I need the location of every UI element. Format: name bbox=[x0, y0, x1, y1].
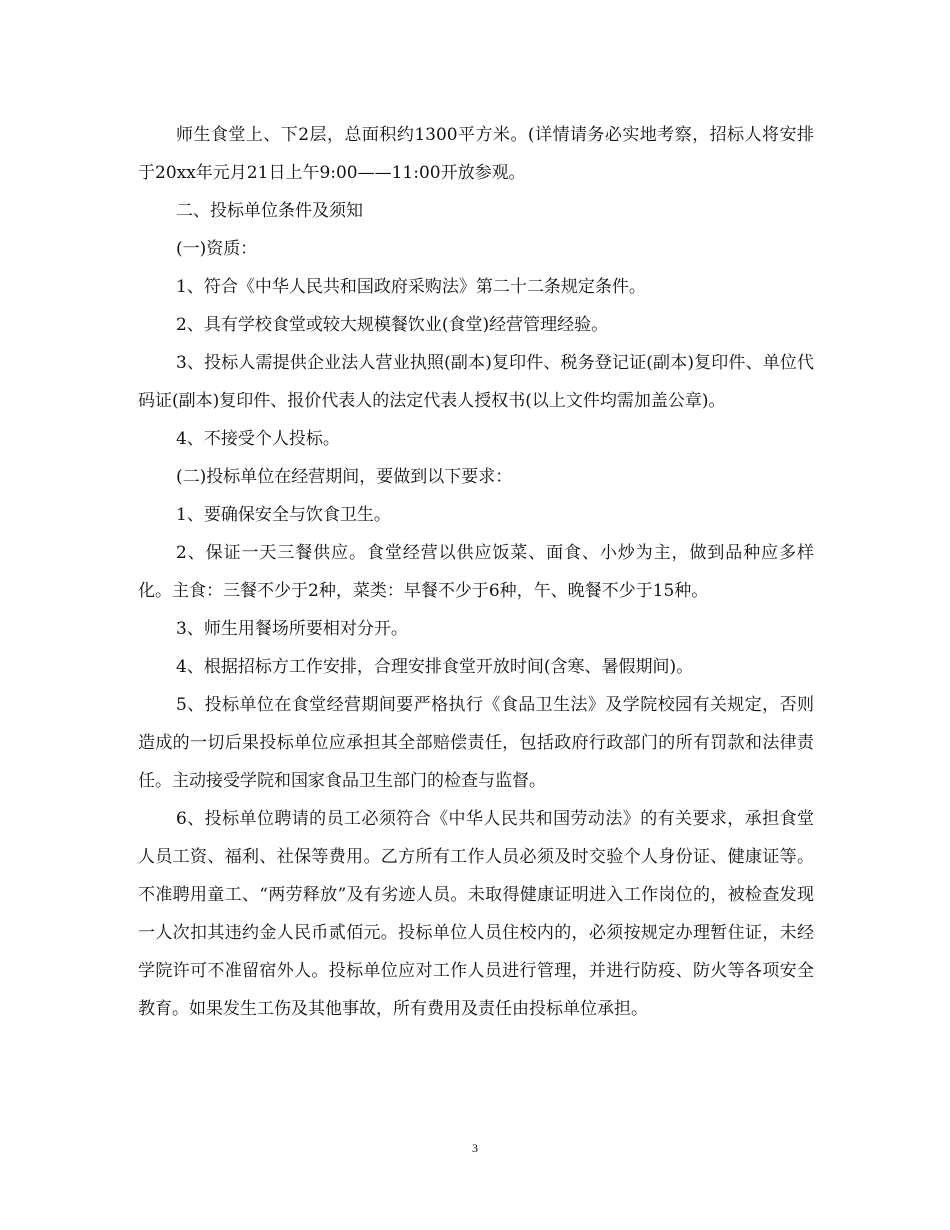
qualification-item-1: 1、符合《中华人民共和国政府采购法》第二十二条规定条件。 bbox=[176, 277, 646, 297]
qualification-item-3: 3、投标人需提供企业法人营业执照(副本)复印件、税务登记证(副本)复印件、单位代码证(副本)复印件、报价代表人的法定代表人授权书(以上文件均需加盖公章)。 bbox=[138, 353, 814, 411]
requirement-item-5: 5、投标单位在食堂经营期间要严格执行《食品卫生法》及学院校园有关规定，否则造成的一切后果投标单位应承担其全部赔偿责任，包括政府行政部门的所有罚款和法律责任。主动接受学院和国家食品卫生部门的检查与监督。 bbox=[138, 695, 814, 791]
requirement-item-6: 6、投标单位聘请的员工必须符合《中华人民共和国劳动法》的有关要求，承担食堂人员工资、福利、社保等费用。乙方所有工作人员必须及时交验个人身份证、健康证等。不准聘用童工、“两劳释放”及有劣迹人员。未取得健康证明进入工作岗位的，被检查发现一人次扣其违约金人民币贰佰元。投标单位人员住校内的，必须按规定办理暂住证，未经学院许可不准留宿外人。投标单位应对工作人员进行管理，并进行防疫、防火等各项安全教育。如果发生工伤及其他事故，所有费用及责任由投标单位承担。 bbox=[138, 809, 814, 1019]
section-heading-bidder-conditions: 二、投标单位条件及须知 bbox=[176, 201, 363, 221]
requirement-item-4: 4、根据招标方工作安排，合理安排食堂开放时间(含寒、暑假期间)。 bbox=[176, 657, 694, 677]
requirement-item-2: 2、保证一天三餐供应。食堂经营以供应饭菜、面食、小炒为主，做到品种应多样化。主食：三餐不少于2种，菜类：早餐不少于6种，午、晚餐不少于15种。 bbox=[138, 543, 814, 601]
requirement-item-3: 3、师生用餐场所要相对分开。 bbox=[176, 619, 408, 639]
requirement-item-1: 1、要确保安全与饮食卫生。 bbox=[176, 505, 391, 525]
subheading-operating-requirements: (二)投标单位在经营期间，要做到以下要求： bbox=[176, 467, 513, 487]
qualification-item-2: 2、具有学校食堂或较大规模餐饮业(食堂)经营管理经验。 bbox=[176, 315, 609, 335]
subheading-qualifications: (一)资质： bbox=[176, 239, 258, 259]
document-body bbox=[138, 116, 814, 1028]
qualification-item-4: 4、不接受个人投标。 bbox=[176, 429, 340, 449]
paragraph-site-description: 师生食堂上、下2层，总面积约1300平方米。(详情请务必实地考察，招标人将安排于20xx年元月21日上午9:00——11:00开放参观。 bbox=[138, 125, 814, 183]
page-number: 3 bbox=[472, 1141, 478, 1155]
